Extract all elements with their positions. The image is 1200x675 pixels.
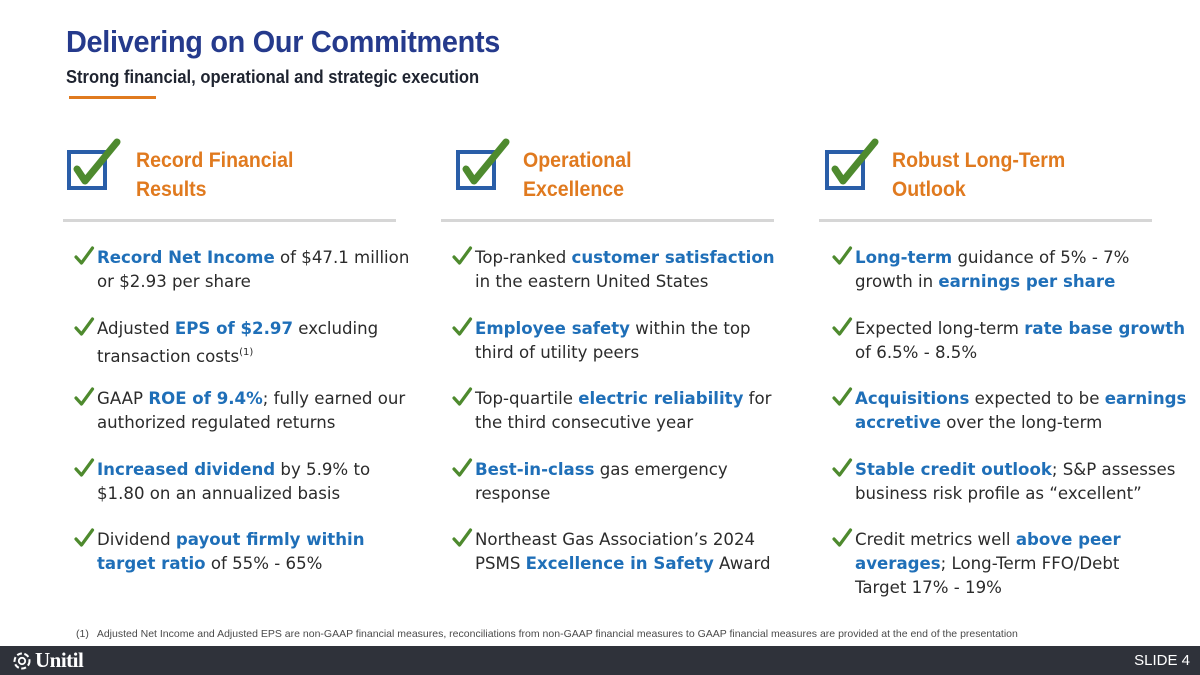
bullet-line <box>475 387 775 411</box>
bullet-text-segment: business risk profile as “excellent” <box>855 483 1142 503</box>
highlight-text: earnings <box>1104 389 1187 408</box>
bullet-item <box>824 387 1186 458</box>
column-divider <box>819 219 1152 222</box>
column-title <box>892 146 1065 204</box>
bullet-text-segment: ; S&P assesses <box>1051 459 1176 479</box>
bullet-line <box>97 317 409 341</box>
column-title-line: Robust Long-Term <box>892 149 1066 172</box>
bullet-text-segment: over the long-term <box>941 413 1103 432</box>
bullet-text-segment: transaction costs <box>97 346 240 366</box>
bullet-text-segment: Credit metrics well <box>855 530 1016 549</box>
bullet-text-segment: GAAP <box>97 389 149 408</box>
checkmark-icon <box>451 316 473 338</box>
bullet-text-segment: guidance of 5% - 7% <box>952 248 1130 267</box>
bullet-text-segment: the third consecutive year <box>475 413 694 432</box>
column-title-line: Excellence <box>523 178 624 201</box>
bullet-line <box>855 552 1186 576</box>
highlight-text: accretive <box>855 413 941 432</box>
bullet-text-segment: for <box>743 389 772 408</box>
bullet-text-segment: excluding <box>293 318 379 338</box>
highlight-text: customer satisfaction <box>571 248 775 267</box>
bullet-line <box>855 270 1186 294</box>
column-title-line: Record Financial <box>136 149 294 172</box>
bullet-text-segment: Adjusted <box>97 318 175 338</box>
bullet-text-segment: Award <box>713 554 771 573</box>
bullet-line <box>475 317 775 341</box>
highlight-text: Long-term <box>855 248 953 267</box>
highlight-text: averages <box>855 554 941 573</box>
bullet-line <box>97 387 409 411</box>
bullet-text-segment: expected to be <box>969 389 1105 408</box>
bullet-line <box>475 482 775 506</box>
checkmark-icon <box>831 527 853 549</box>
bullet-line <box>475 528 775 552</box>
bullet-text-segment: of 6.5% - 8.5% <box>855 342 978 362</box>
column-title-line: Outlook <box>892 178 966 201</box>
bullet-line <box>855 576 1186 600</box>
bullet-line <box>97 458 409 482</box>
checkmark-icon <box>73 316 95 338</box>
bullet-item <box>66 458 409 529</box>
bullet-item <box>444 387 775 458</box>
checked-box-icon <box>824 138 880 194</box>
page-subtitle: Strong financial, operational and strategic execution <box>66 67 480 87</box>
footnote-reference: (1) <box>239 346 254 358</box>
footnote-text: Adjusted Net Income and Adjusted EPS are non-GAAP financial measures, reconciliations from non-GAAP financial measures to GAAP financial measures are provided at the end of the presentation <box>96 628 1018 640</box>
bullet-line <box>855 387 1186 411</box>
bullet-text-segment: Northeast Gas Association’s 2024 <box>475 530 756 549</box>
bullet-text-segment: within the top <box>630 318 751 338</box>
column-divider <box>63 219 396 222</box>
title-accent-underline <box>69 96 156 99</box>
highlight-text: Increased dividend <box>97 459 276 479</box>
bullet-text-segment: Target 17% - 19% <box>855 578 1002 597</box>
bullet-list <box>824 246 1186 599</box>
bullet-item <box>444 317 775 388</box>
checkmark-icon <box>831 316 853 338</box>
bullet-line <box>475 341 775 365</box>
checked-box-icon <box>455 138 511 194</box>
bullet-text-segment: by 5.9% to <box>275 459 371 479</box>
checkmark-icon <box>451 245 473 267</box>
bullet-text-segment: PSMS <box>475 554 526 573</box>
bullet-text-segment: $1.80 on an annualized basis <box>97 483 341 503</box>
bullet-line <box>97 528 409 552</box>
bullet-line <box>475 411 775 435</box>
bullet-line <box>475 458 775 482</box>
bullet-line <box>97 411 409 435</box>
bullet-line <box>855 341 1186 365</box>
bullet-item <box>66 246 409 317</box>
bullet-line <box>475 246 775 270</box>
bullet-text-segment: Top-ranked <box>475 248 572 267</box>
bullet-text-segment: authorized regulated returns <box>97 413 336 432</box>
checkmark-icon <box>73 386 95 408</box>
bullet-item <box>444 458 775 529</box>
checkmark-icon <box>73 457 95 479</box>
bullet-text-segment: ; Long-Term FFO/Debt <box>940 554 1120 573</box>
bullet-line <box>855 317 1186 341</box>
column-title-line: Operational <box>523 149 632 172</box>
column-title <box>523 146 632 204</box>
bullet-item <box>824 528 1186 599</box>
bullet-item <box>444 528 775 599</box>
highlight-text: Best-in-class <box>475 459 595 479</box>
bullet-text-segment: ; fully earned our <box>262 389 406 408</box>
highlight-text: earnings per share <box>938 272 1116 291</box>
bullet-text-segment: of 55% - 65% <box>205 554 323 573</box>
company-logo <box>12 649 83 672</box>
footnote-number: (1) <box>76 628 89 640</box>
page-title: Delivering on Our Commitments <box>66 24 501 59</box>
checkmark-icon <box>451 386 473 408</box>
bullet-text-segment: or $2.93 per share <box>97 272 251 291</box>
bullet-line <box>475 552 775 576</box>
bullet-text-segment: in the eastern United States <box>475 272 709 291</box>
checked-box-icon <box>66 138 122 194</box>
bullet-item <box>66 528 409 599</box>
checkmark-icon <box>831 386 853 408</box>
bullet-text-segment: of $47.1 million <box>274 248 410 267</box>
highlight-text: above peer <box>1015 530 1121 549</box>
checkmark-icon <box>831 245 853 267</box>
bullet-line <box>475 270 775 294</box>
highlight-text: rate base growth <box>1024 318 1186 338</box>
checkmark-icon <box>451 527 473 549</box>
checkmark-icon <box>73 245 95 267</box>
bullet-item <box>66 317 409 388</box>
highlight-text: Employee safety <box>475 318 630 338</box>
bullet-item <box>824 317 1186 388</box>
column-divider <box>441 219 774 222</box>
bullet-line <box>97 482 409 506</box>
bullet-list <box>66 246 409 599</box>
highlight-text: electric reliability <box>578 389 744 408</box>
bullet-line <box>97 246 409 270</box>
column-title-line: Results <box>136 178 207 201</box>
bullet-line <box>97 341 409 369</box>
footer-bar <box>0 646 1200 675</box>
bullet-text-segment: Dividend <box>97 530 176 549</box>
bullet-text-segment: third of utility peers <box>475 342 640 362</box>
checkmark-icon <box>831 457 853 479</box>
bullet-line <box>97 552 409 576</box>
highlight-text: target ratio <box>97 554 206 573</box>
highlight-text: Stable credit outlook <box>855 459 1052 479</box>
bullet-list <box>444 246 775 599</box>
bullet-text-segment: gas emergency <box>594 459 728 479</box>
slide-number: SLIDE 4 <box>1134 652 1190 669</box>
unitil-swirl-icon <box>12 651 32 671</box>
bullet-item <box>444 246 775 317</box>
highlight-text: Acquisitions <box>855 389 970 408</box>
bullet-item <box>66 387 409 458</box>
column-title <box>136 146 293 204</box>
checkmark-icon <box>451 457 473 479</box>
bullet-text-segment: Expected long-term <box>855 318 1025 338</box>
bullet-text-segment: growth in <box>855 272 939 291</box>
checkmark-icon <box>73 527 95 549</box>
highlight-text: payout firmly within <box>175 530 365 549</box>
bullet-item <box>824 458 1186 529</box>
bullet-text-segment: response <box>475 483 551 503</box>
footnote <box>76 628 1018 640</box>
bullet-item <box>824 246 1186 317</box>
highlight-text: ROE of 9.4% <box>148 389 263 408</box>
bullet-line <box>855 528 1186 552</box>
bullet-line <box>855 246 1186 270</box>
bullet-line <box>855 411 1186 435</box>
logo-text: Unitil <box>35 648 84 672</box>
bullet-line <box>855 482 1186 506</box>
highlight-text: Excellence in Safety <box>525 554 714 573</box>
bullet-line <box>855 458 1186 482</box>
bullet-line <box>97 270 409 294</box>
highlight-text: EPS of $2.97 <box>174 318 293 338</box>
highlight-text: Record Net Income <box>97 248 275 267</box>
bullet-text-segment: Top-quartile <box>475 389 579 408</box>
